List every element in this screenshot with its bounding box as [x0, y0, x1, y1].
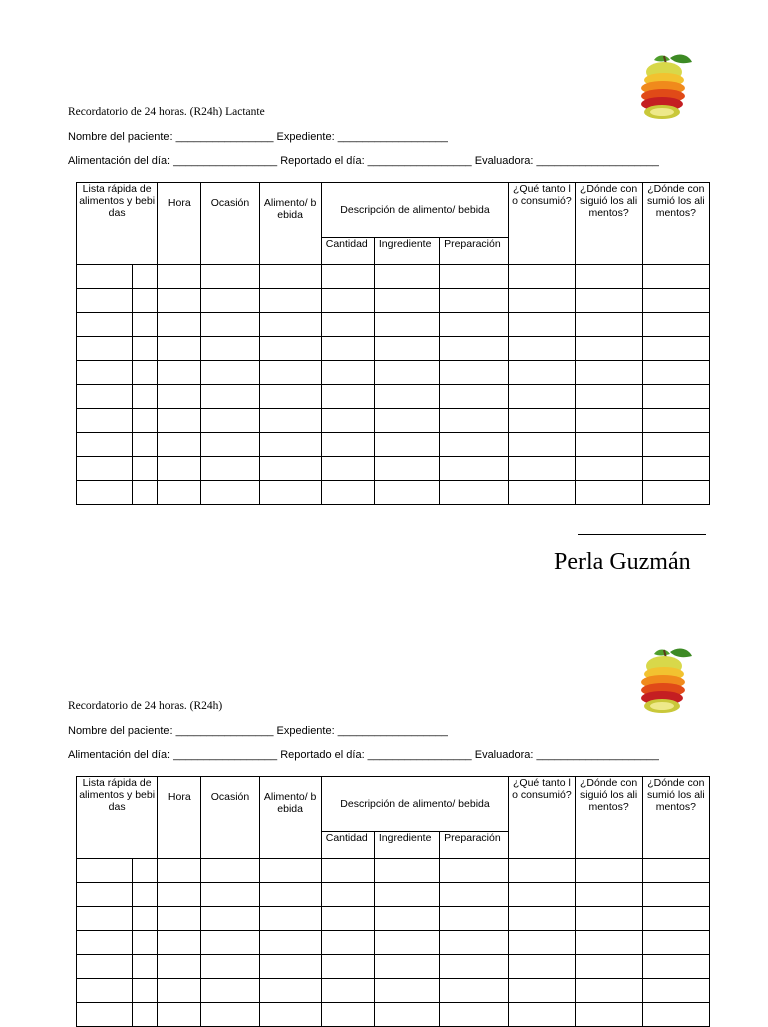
table-cell[interactable] — [575, 481, 642, 505]
table-cell[interactable] — [642, 931, 709, 955]
table-cell[interactable] — [133, 385, 158, 409]
table-row — [77, 457, 710, 481]
table-cell[interactable] — [133, 883, 158, 907]
table-cell[interactable] — [321, 931, 374, 955]
table-cell[interactable] — [259, 361, 321, 385]
table-cell[interactable] — [374, 409, 439, 433]
table-cell[interactable] — [259, 337, 321, 361]
table-cell[interactable] — [509, 931, 575, 955]
table-cell[interactable] — [77, 289, 133, 313]
form-title: Recordatorio de 24 horas. (R24h) Lactante — [68, 106, 265, 118]
table-cell[interactable] — [440, 313, 509, 337]
table-cell[interactable] — [575, 931, 642, 955]
header-descripcion: Descripción de alimento/ bebida — [321, 183, 509, 238]
table-cell[interactable] — [642, 361, 709, 385]
table-cell[interactable] — [374, 313, 439, 337]
table-cell[interactable] — [133, 979, 158, 1003]
signature-name: Perla Guzmán — [554, 549, 691, 575]
table-cell[interactable] — [374, 979, 439, 1003]
table-cell[interactable] — [77, 1003, 133, 1027]
header-alimento: Alimento/ bebida — [259, 183, 321, 265]
table-cell[interactable] — [321, 337, 374, 361]
table-cell[interactable] — [374, 361, 439, 385]
table-cell[interactable] — [133, 457, 158, 481]
table-row — [77, 979, 710, 1003]
table-cell[interactable] — [321, 907, 374, 931]
table-cell[interactable] — [642, 289, 709, 313]
table-cell[interactable] — [374, 265, 439, 289]
table-cell[interactable] — [575, 907, 642, 931]
table-cell[interactable] — [201, 385, 259, 409]
header-ocasion: Ocasión — [201, 777, 259, 859]
table-cell[interactable] — [374, 931, 439, 955]
table-row — [77, 955, 710, 979]
table-cell[interactable] — [509, 337, 575, 361]
table-cell[interactable] — [158, 433, 201, 457]
table-cell[interactable] — [642, 907, 709, 931]
table-cell[interactable] — [575, 955, 642, 979]
table-cell[interactable] — [440, 265, 509, 289]
table-cell[interactable] — [158, 955, 201, 979]
table-cell[interactable] — [440, 457, 509, 481]
table-cell[interactable] — [158, 385, 201, 409]
header-donde-consiguio: ¿Dónde consiguió los alimentos? — [575, 777, 642, 859]
table-cell[interactable] — [77, 385, 133, 409]
table-cell[interactable] — [642, 1003, 709, 1027]
header-ocasion: Ocasión — [201, 183, 259, 265]
table-cell[interactable] — [509, 313, 575, 337]
table-cell[interactable] — [440, 931, 509, 955]
table-cell[interactable] — [440, 481, 509, 505]
table-cell[interactable] — [374, 385, 439, 409]
table-cell[interactable] — [201, 433, 259, 457]
signature-line — [578, 534, 706, 535]
table-cell[interactable] — [158, 313, 201, 337]
form-title: Recordatorio de 24 horas. (R24h) — [68, 700, 223, 712]
table-cell[interactable] — [509, 457, 575, 481]
table-cell[interactable] — [509, 385, 575, 409]
table-cell[interactable] — [642, 955, 709, 979]
table-cell[interactable] — [259, 979, 321, 1003]
table-row — [77, 433, 710, 457]
table-cell[interactable] — [158, 457, 201, 481]
table-row — [77, 481, 710, 505]
day-fields: Alimentación del día: _________________ Reportado el día: _________________ Evaluadora: ____________________ — [68, 155, 659, 167]
table-cell[interactable] — [575, 433, 642, 457]
table-cell[interactable] — [509, 409, 575, 433]
header-lista: Lista rápida de alimentos y bebidas — [77, 777, 158, 859]
table-cell[interactable] — [642, 859, 709, 883]
table-cell[interactable] — [201, 859, 259, 883]
table-cell[interactable] — [575, 289, 642, 313]
table-cell[interactable] — [575, 361, 642, 385]
table-cell[interactable] — [133, 931, 158, 955]
table-cell[interactable] — [509, 955, 575, 979]
table-row — [77, 883, 710, 907]
table-cell[interactable] — [374, 457, 439, 481]
table-cell[interactable] — [440, 859, 509, 883]
table-cell[interactable] — [642, 979, 709, 1003]
table-cell[interactable] — [321, 979, 374, 1003]
subheader-ingrediente: Ingrediente — [374, 832, 439, 859]
table-cell[interactable] — [158, 361, 201, 385]
table-cell[interactable] — [440, 955, 509, 979]
table-cell[interactable] — [201, 289, 259, 313]
table-cell[interactable] — [201, 1003, 259, 1027]
table-cell[interactable] — [158, 481, 201, 505]
table-cell[interactable] — [133, 265, 158, 289]
table-cell[interactable] — [642, 457, 709, 481]
header-donde-consumio: ¿Dónde consumió los alimentos? — [642, 183, 709, 265]
table-cell[interactable] — [201, 979, 259, 1003]
table-cell[interactable] — [133, 289, 158, 313]
table-cell[interactable] — [642, 481, 709, 505]
table-cell[interactable] — [133, 313, 158, 337]
table-cell[interactable] — [509, 433, 575, 457]
header-que-tanto: ¿Qué tanto lo consumió? — [509, 183, 575, 265]
table-cell[interactable] — [321, 457, 374, 481]
table-cell[interactable] — [201, 361, 259, 385]
table-cell[interactable] — [133, 859, 158, 883]
table-cell[interactable] — [321, 385, 374, 409]
header-donde-consiguio: ¿Dónde consiguió los alimentos? — [575, 183, 642, 265]
table-cell[interactable] — [77, 481, 133, 505]
table-cell[interactable] — [440, 385, 509, 409]
patient-fields: Nombre del paciente: ________________ Expediente: __________________ — [68, 725, 448, 737]
table-row — [77, 859, 710, 883]
table-cell[interactable] — [575, 859, 642, 883]
form-section-2 — [0, 594, 768, 1024]
table-cell[interactable] — [321, 409, 374, 433]
table-cell[interactable] — [642, 337, 709, 361]
subheader-cantidad: Cantidad — [321, 238, 374, 265]
table-cell[interactable] — [321, 433, 374, 457]
table-cell[interactable] — [259, 1003, 321, 1027]
table-cell[interactable] — [509, 481, 575, 505]
table-cell[interactable] — [259, 313, 321, 337]
table-cell[interactable] — [77, 265, 133, 289]
table-cell[interactable] — [575, 337, 642, 361]
table-cell[interactable] — [133, 955, 158, 979]
table-cell[interactable] — [77, 337, 133, 361]
table-cell[interactable] — [158, 265, 201, 289]
table-cell[interactable] — [642, 385, 709, 409]
table-cell[interactable] — [158, 979, 201, 1003]
table-cell[interactable] — [575, 1003, 642, 1027]
subheader-ingrediente: Ingrediente — [374, 238, 439, 265]
table-cell[interactable] — [642, 433, 709, 457]
table-cell[interactable] — [374, 433, 439, 457]
table-row — [77, 361, 710, 385]
table-cell[interactable] — [201, 337, 259, 361]
table-cell[interactable] — [133, 481, 158, 505]
table-cell[interactable] — [509, 859, 575, 883]
table-cell[interactable] — [77, 979, 133, 1003]
fruit-logo-icon — [630, 644, 696, 716]
table-cell[interactable] — [77, 955, 133, 979]
table-row — [77, 1003, 710, 1027]
table-cell[interactable] — [158, 1003, 201, 1027]
table-cell[interactable] — [440, 409, 509, 433]
table-cell[interactable] — [321, 481, 374, 505]
table-cell[interactable] — [201, 883, 259, 907]
table-cell[interactable] — [440, 979, 509, 1003]
table-cell[interactable] — [440, 907, 509, 931]
table-cell[interactable] — [321, 289, 374, 313]
subheader-preparacion: Preparación — [440, 238, 509, 265]
table-cell[interactable] — [77, 409, 133, 433]
table-cell[interactable] — [77, 883, 133, 907]
table-cell[interactable] — [201, 481, 259, 505]
table-cell[interactable] — [201, 907, 259, 931]
header-que-tanto: ¿Qué tanto lo consumió? — [509, 777, 575, 859]
table-cell[interactable] — [575, 385, 642, 409]
patient-fields: Nombre del paciente: ________________ Expediente: __________________ — [68, 131, 448, 143]
table-cell[interactable] — [158, 883, 201, 907]
table-cell[interactable] — [201, 265, 259, 289]
table-cell[interactable] — [440, 1003, 509, 1027]
table-cell[interactable] — [158, 289, 201, 313]
table-row — [77, 337, 710, 361]
table-cell[interactable] — [133, 337, 158, 361]
table-cell[interactable] — [321, 265, 374, 289]
table-cell[interactable] — [509, 883, 575, 907]
table-cell[interactable] — [374, 955, 439, 979]
table-cell[interactable] — [374, 883, 439, 907]
table-cell[interactable] — [374, 481, 439, 505]
table-cell[interactable] — [575, 979, 642, 1003]
header-descripcion: Descripción de alimento/ bebida — [321, 777, 509, 832]
table-cell[interactable] — [259, 955, 321, 979]
table-cell[interactable] — [133, 907, 158, 931]
table-cell[interactable] — [440, 361, 509, 385]
table-cell[interactable] — [509, 1003, 575, 1027]
table-cell[interactable] — [201, 955, 259, 979]
table-cell[interactable] — [201, 931, 259, 955]
table-cell[interactable] — [77, 859, 133, 883]
table-row — [77, 265, 710, 289]
table-cell[interactable] — [259, 907, 321, 931]
table-cell[interactable] — [440, 289, 509, 313]
subheader-preparacion: Preparación — [440, 832, 509, 859]
table-cell[interactable] — [259, 289, 321, 313]
header-alimento: Alimento/ bebida — [259, 777, 321, 859]
table-cell[interactable] — [201, 457, 259, 481]
table-cell[interactable] — [77, 931, 133, 955]
table-cell[interactable] — [259, 433, 321, 457]
food-recall-table — [76, 182, 710, 505]
table-cell[interactable] — [77, 457, 133, 481]
table-cell[interactable] — [321, 859, 374, 883]
table-cell[interactable] — [575, 409, 642, 433]
table-row — [77, 385, 710, 409]
table-row — [77, 289, 710, 313]
table-cell[interactable] — [259, 409, 321, 433]
table-row — [77, 409, 710, 433]
table-cell[interactable] — [133, 409, 158, 433]
day-fields: Alimentación del día: _________________ Reportado el día: _________________ Evaluadora: ____________________ — [68, 749, 659, 761]
table-cell[interactable] — [374, 1003, 439, 1027]
table-cell[interactable] — [509, 361, 575, 385]
fruit-logo-icon — [630, 50, 696, 122]
table-cell[interactable] — [321, 883, 374, 907]
table-cell[interactable] — [77, 361, 133, 385]
table-cell[interactable] — [642, 313, 709, 337]
table-cell[interactable] — [77, 907, 133, 931]
table-cell[interactable] — [374, 337, 439, 361]
table-cell[interactable] — [321, 313, 374, 337]
table-cell[interactable] — [133, 433, 158, 457]
table-cell[interactable] — [77, 313, 133, 337]
table-cell[interactable] — [158, 859, 201, 883]
table-cell[interactable] — [259, 481, 321, 505]
table-cell[interactable] — [259, 883, 321, 907]
table-cell[interactable] — [77, 433, 133, 457]
header-hora: Hora — [158, 183, 201, 265]
table-cell[interactable] — [201, 409, 259, 433]
table-cell[interactable] — [575, 265, 642, 289]
table-cell[interactable] — [321, 955, 374, 979]
table-cell[interactable] — [321, 1003, 374, 1027]
table-cell[interactable] — [133, 361, 158, 385]
table-cell[interactable] — [509, 907, 575, 931]
table-cell[interactable] — [642, 265, 709, 289]
header-hora: Hora — [158, 777, 201, 859]
table-cell[interactable] — [158, 907, 201, 931]
subheader-cantidad: Cantidad — [321, 832, 374, 859]
table-cell[interactable] — [440, 883, 509, 907]
table-cell[interactable] — [259, 931, 321, 955]
table-cell[interactable] — [259, 859, 321, 883]
table-row — [77, 313, 710, 337]
table-cell[interactable] — [509, 265, 575, 289]
table-cell[interactable] — [642, 883, 709, 907]
table-cell[interactable] — [509, 289, 575, 313]
table-cell[interactable] — [509, 979, 575, 1003]
food-recall-table — [76, 776, 710, 1027]
table-cell[interactable] — [158, 931, 201, 955]
header-lista: Lista rápida de alimentos y bebidas — [77, 183, 158, 265]
table-cell[interactable] — [575, 457, 642, 481]
table-cell[interactable] — [259, 265, 321, 289]
table-cell[interactable] — [440, 433, 509, 457]
table-cell[interactable] — [575, 313, 642, 337]
table-cell[interactable] — [374, 289, 439, 313]
table-cell[interactable] — [259, 385, 321, 409]
table-cell[interactable] — [374, 859, 439, 883]
table-cell[interactable] — [642, 409, 709, 433]
header-donde-consumio: ¿Dónde consumió los alimentos? — [642, 777, 709, 859]
table-row — [77, 907, 710, 931]
table-cell[interactable] — [158, 409, 201, 433]
table-cell[interactable] — [259, 457, 321, 481]
table-cell[interactable] — [201, 313, 259, 337]
table-cell[interactable] — [575, 883, 642, 907]
table-cell[interactable] — [321, 361, 374, 385]
table-cell[interactable] — [440, 337, 509, 361]
table-cell[interactable] — [133, 1003, 158, 1027]
table-cell[interactable] — [158, 337, 201, 361]
table-row — [77, 931, 710, 955]
table-cell[interactable] — [374, 907, 439, 931]
